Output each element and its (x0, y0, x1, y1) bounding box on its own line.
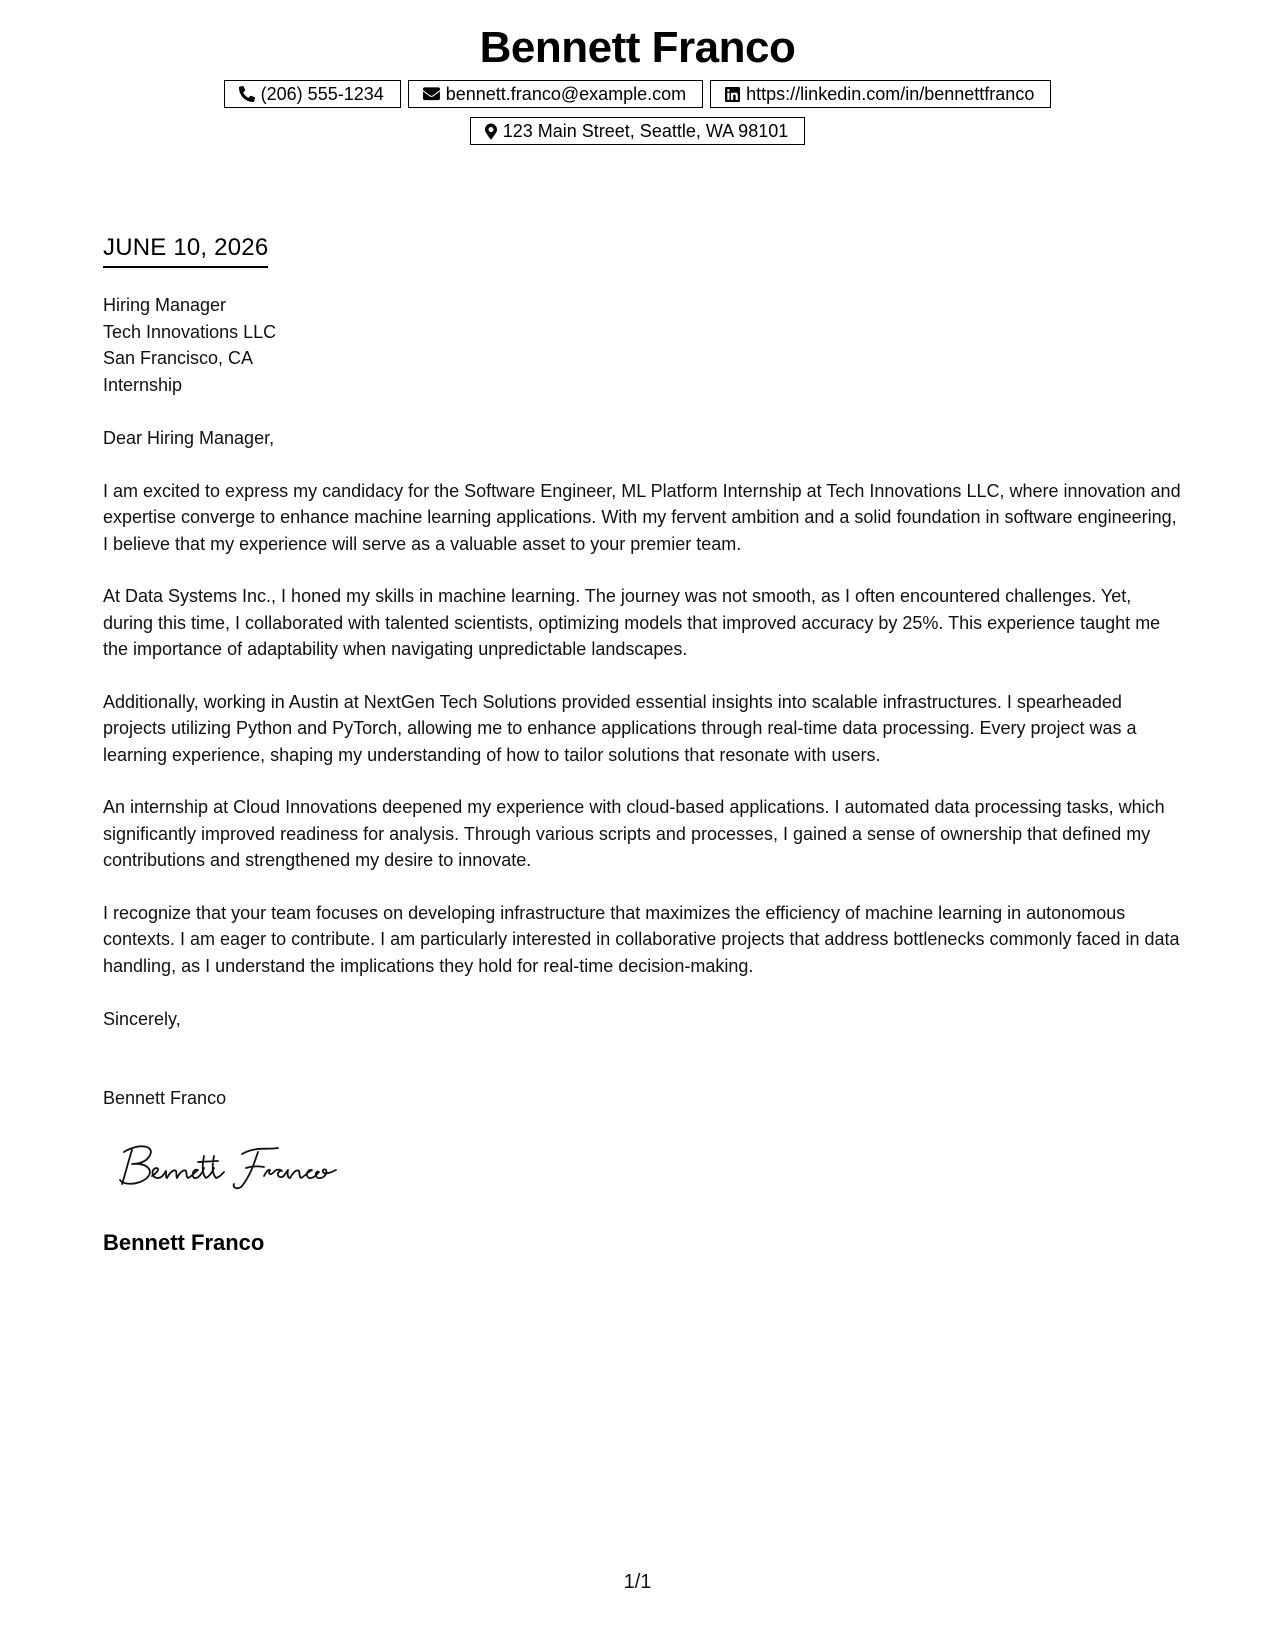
body-paragraph: I am excited to express my candidacy for the Software Engineer, ML Platform Internship at Tech Innovations LLC, where innovation and expertise converge to enhance machine learning applications. With my fervent ambition and a solid foundation in software engineering, I believe that my experience will serve as a valuable asset to your premier team. (103, 480, 1181, 554)
letter-body (103, 425, 1183, 1005)
handwritten-signature (118, 1138, 348, 1199)
recipient-title: Hiring Manager (103, 295, 227, 315)
body-paragraph: Additionally, working in Austin at NextGen Tech Solutions provided essential insights into scalable infrastructures. I spearheaded projects utilizing Python and PyTorch, allowing me to enhance applications through real-time data processing. Every project was a learning experience, shaping my understanding of how to tailor solutions that resonate with users. (103, 691, 1137, 765)
map-marker-icon (485, 123, 497, 140)
closing-name: Bennett Franco (103, 1088, 227, 1108)
body-paragraph: An internship at Cloud Innovations deepened my experience with cloud-based applications. I automated data processing tasks, which significantly improved readiness for analysis. Through various scripts and processes, I gained a sense of ownership that defined my contributions and strengthened my desire to innovate. (103, 797, 1165, 870)
phone-icon (239, 86, 255, 102)
page-number: 1/1 (623, 1571, 652, 1593)
contact-info-row (0, 80, 1275, 108)
street-address: 123 Main Street, Seattle, WA 98101 (502, 121, 789, 141)
applicant-name: Bennett Franco (479, 23, 796, 72)
recipient-position: Internship (103, 374, 183, 395)
salutation: Dear Hiring Manager, (103, 428, 275, 448)
body-paragraph: I recognize that your team focuses on developing infrastructure that maximizes the efficiency of machine learning in autonomous contexts. I am eager to contribute. I am particularly interested in collaborative projects that address bottlenecks commonly faced in data handling, as I understand the implications they hold for real-time decision-making. (103, 902, 1180, 976)
email-address: bennett.franco@example.com (445, 84, 687, 104)
linkedin-icon (725, 87, 740, 102)
letter-date: JUNE 10, 2026 (103, 232, 268, 268)
linkedin-contact[interactable] (710, 80, 1051, 108)
signature-name: Bennett Franco (103, 1230, 265, 1255)
closing-line: Sincerely, (103, 1009, 181, 1029)
email-contact[interactable] (408, 80, 703, 108)
linkedin-url: https://linkedin.com/in/bennettfranco (746, 84, 1035, 104)
body-paragraph: At Data Systems Inc., I honed my skills in machine learning. The journey was not smooth, as I often encountered challenges. Yet, during this time, I collaborated with talented scientists, optimizing models that improved accuracy by 25%. This experience taught me the importance of adaptability when navigating unpredictable landscapes. (103, 586, 1161, 659)
phone-contact[interactable] (224, 80, 401, 108)
envelope-icon (423, 87, 440, 101)
recipient-block (103, 292, 276, 398)
recipient-location: San Francisco, CA (103, 348, 254, 368)
phone-number: (206) 555-1234 (260, 84, 384, 104)
address-contact (470, 117, 806, 145)
recipient-company: Tech Innovations LLC (103, 321, 277, 342)
contact-info-row-2 (0, 117, 1275, 145)
